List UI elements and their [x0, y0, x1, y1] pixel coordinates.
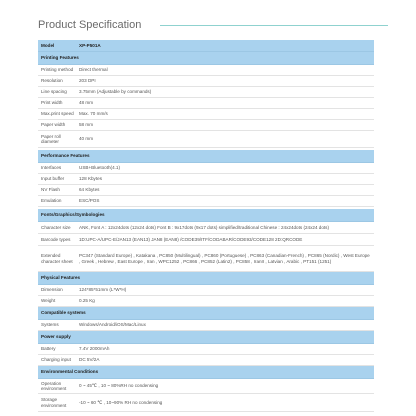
spec-label: Resolution: [41, 78, 63, 84]
spec-label: Interfaces: [41, 165, 62, 171]
spec-value: 0.25 Kg: [79, 298, 95, 304]
spec-value: DC 5V/2A: [79, 357, 100, 363]
spec-value: 64 Kbytes: [79, 187, 100, 193]
section-title: Performance Features: [41, 153, 90, 159]
spec-value: 48 mm: [79, 100, 94, 106]
spec-row: [38, 355, 374, 366]
spec-row: [38, 174, 374, 185]
spec-label: Character size: [41, 224, 71, 230]
spec-row: [38, 196, 374, 207]
spec-row: [38, 120, 374, 131]
spec-value: Windows/Android/iOS/Mac/Linux: [79, 322, 146, 328]
spec-value: 203 DPI: [79, 78, 96, 84]
title-divider: [160, 25, 388, 26]
spec-label: Systems: [41, 322, 59, 328]
spec-value: 128 Kbytes: [79, 176, 102, 182]
spec-label: Printing method: [41, 67, 74, 73]
spec-row: [38, 98, 374, 109]
spec-row: [38, 320, 374, 331]
spec-label: Storage environment: [41, 397, 67, 408]
spec-label: Max.print speed: [41, 111, 74, 117]
model-label: Model: [41, 42, 55, 48]
spec-value: PC347 (Standard Europe) , Katakana , PC850 (Multilingual) , PC860 (Portuguese) , PC863 (Canadian-French) , PC865 (Nordic) , West Europe , Greek , Hebrew , East Europe , Iran , WPC1252 , PC866 , PC852 (Latin2) , PC858 , IranII , Latvian , Arabic , PT151 (1251): [79, 253, 370, 264]
section-title: Power supply: [41, 334, 71, 340]
page-header: [38, 16, 388, 34]
spec-value: 124*85*51mm (L*W*H): [79, 287, 127, 293]
section-header: [38, 272, 374, 285]
spec-value: USB+Bluetooth(4.1): [79, 165, 120, 171]
spec-value: 40 mm: [79, 136, 94, 142]
section-title: Physical Features: [41, 275, 81, 281]
section-header: [38, 307, 374, 320]
spec-row: [38, 87, 374, 98]
spec-value: Direct thermal: [79, 67, 108, 73]
section-title: Printing Features: [41, 55, 79, 61]
spec-row: [38, 394, 374, 412]
model-value: XP-P501A: [79, 42, 101, 48]
spec-row: [38, 285, 374, 296]
spec-row: [38, 296, 374, 307]
spec-row: [38, 344, 374, 355]
spec-label: Weight: [41, 298, 56, 304]
spec-row: [38, 234, 374, 246]
page-title: Product Specification: [38, 19, 142, 31]
spec-label: Input buffer: [41, 176, 65, 182]
spec-row: [38, 163, 374, 174]
spec-label: Battery: [41, 346, 56, 352]
spec-label: Paper width: [41, 122, 66, 128]
spec-value: ESC/POS: [79, 198, 100, 204]
spec-label: NV Flash: [41, 187, 60, 193]
model-row: [38, 40, 374, 52]
spec-label: Barcode types: [41, 236, 71, 242]
section-header: [38, 52, 374, 65]
spec-table: [38, 40, 374, 412]
section-header: [38, 331, 374, 344]
spec-label: Charging input: [41, 357, 71, 363]
spec-label: Operation environment: [41, 380, 67, 391]
spec-row: [38, 246, 374, 272]
spec-row: [38, 76, 374, 87]
spec-value: Max. 70 mm/s: [79, 111, 108, 117]
spec-label: Emulation: [41, 198, 62, 204]
spec-label: Print width: [41, 100, 63, 106]
spec-row: [38, 131, 374, 148]
spec-value: 3.75mm (Adjustable by commands): [79, 89, 152, 95]
spec-row: [38, 222, 374, 234]
section-title: Compatible systems: [41, 310, 86, 316]
section-title: Fonts/Graphics/Symbologies: [41, 212, 105, 218]
spec-row: [38, 185, 374, 196]
spec-value: -10 ~ 60 ℃ , 10~90% RH no condensing: [79, 399, 163, 405]
spec-label: Extended character sheet: [41, 253, 73, 264]
spec-label: Paper roll diameter: [41, 133, 61, 144]
spec-value: 1D:UPC-A/UPC-E/JAN13 (EAN13) JAN8 (EAN8) /CODE39/ITF/CODABAR/CODE93/CODE128 2D:QRCODE: [79, 236, 303, 242]
spec-label: Line spacing: [41, 89, 67, 95]
section-title: Environmental Conditions: [41, 369, 99, 375]
section-header: [38, 366, 374, 379]
section-header: [38, 209, 374, 222]
spec-value: 0 ~ 45℃ , 10 ~ 80%RH no condensing: [79, 383, 159, 389]
spec-label: Dimension: [41, 287, 63, 293]
spec-value: ANK, Font A : 12x24dots (12x24 dots) Font B : 9x17dots (9x17 dots) simplified/traditional Chinese : 24x24dots (24x24 dots): [79, 224, 329, 230]
spec-row: [38, 65, 374, 76]
section-header: [38, 150, 374, 163]
spec-value: 58 mm: [79, 122, 94, 128]
spec-row: [38, 109, 374, 120]
spec-value: 7.4V 2000mAh: [79, 346, 110, 352]
spec-row: [38, 379, 374, 394]
